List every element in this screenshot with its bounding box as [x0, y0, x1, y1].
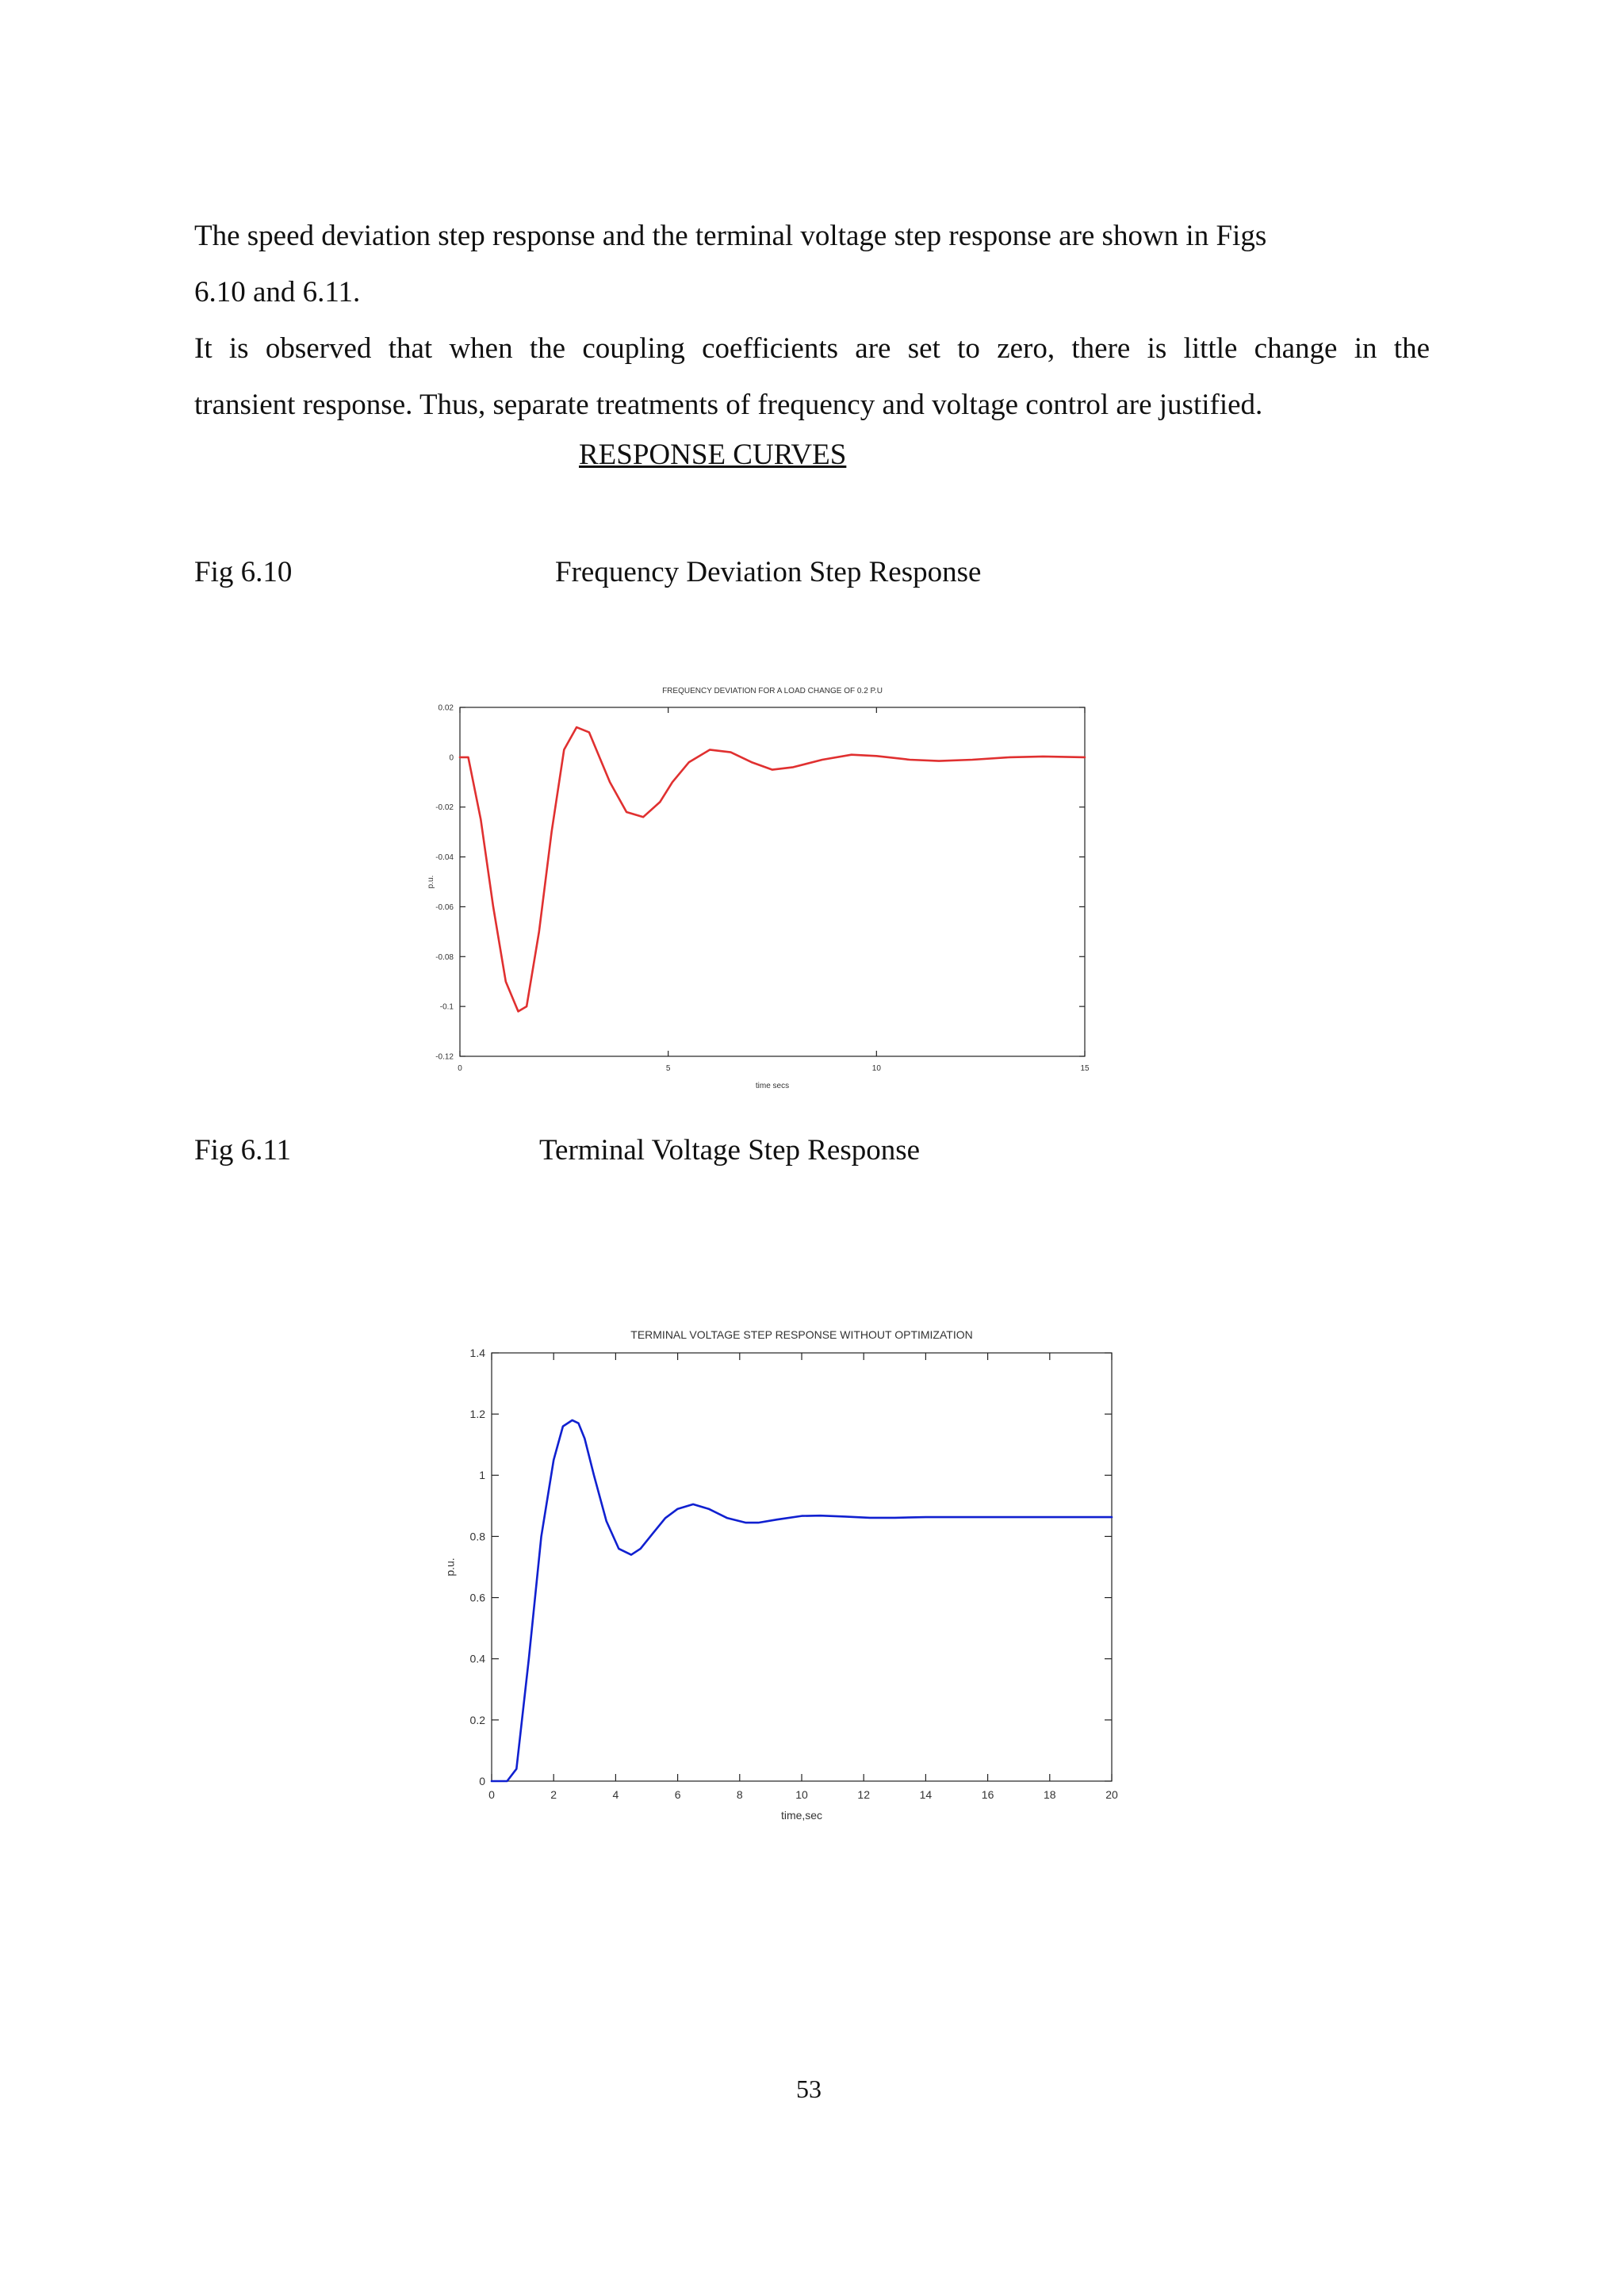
- chart-0-series-line: [460, 727, 1085, 1011]
- figure-label-6-10: Fig 6.10: [194, 556, 293, 588]
- section-heading: RESPONSE CURVES: [579, 439, 847, 471]
- chart-1-x-tick-label: 2: [550, 1788, 557, 1801]
- paragraph-observation-line-2: transient response. Thus, separate treatments of frequency and voltage control are justified.: [194, 389, 1263, 421]
- chart-0-y-tick-label: 0: [449, 753, 454, 763]
- chart-1-x-tick-label: 20: [1105, 1788, 1118, 1801]
- chart-0-x-tick-label: 10: [871, 1064, 881, 1073]
- chart-0-title: FREQUENCY DEVIATION FOR A LOAD CHANGE OF 0.2 P.U: [662, 687, 883, 695]
- chart-1-y-tick-label: 1.2: [469, 1408, 485, 1421]
- chart-1-x-tick-label: 16: [981, 1788, 994, 1801]
- chart-0-y-tick-label: 0.02: [438, 703, 454, 713]
- paragraph-intro-line-1: The speed deviation step response and the terminal voltage step response are shown in Figs: [194, 220, 1267, 252]
- chart-1-y-tick-label: 0.8: [469, 1530, 485, 1543]
- chart-1-y-axis-label: p.u.: [443, 1557, 457, 1577]
- chart-0-x-axis-label: time secs: [755, 1082, 790, 1090]
- frequency-deviation-chart: [428, 682, 1110, 1094]
- figure-label-6-11: Fig 6.11: [194, 1134, 291, 1167]
- terminal-voltage-chart: [444, 1316, 1126, 1840]
- paragraph-observation-line-1: It is observed that when the coupling coefficients are set to zero, there is little change in the: [194, 332, 1430, 365]
- chart-1-y-tick-label: 0.6: [469, 1591, 485, 1604]
- chart-1-y-tick-label: 1.4: [469, 1346, 485, 1359]
- chart-1-x-tick-label: 6: [674, 1788, 681, 1801]
- chart-1-x-tick-label: 14: [919, 1788, 933, 1801]
- chart-1-plot-frame: [492, 1353, 1112, 1781]
- chart-1-y-tick-label: 1: [479, 1469, 485, 1482]
- paragraph-intro: [194, 208, 1430, 320]
- chart-0-y-axis-label: p.u.: [427, 875, 435, 889]
- chart-1-y-tick-label: 0.4: [469, 1652, 485, 1665]
- paragraph-intro-line-2: 6.10 and 6.11.: [194, 276, 361, 308]
- paragraph-observation: [194, 320, 1430, 433]
- chart-1-x-axis-label: time,sec: [780, 1809, 823, 1822]
- chart-1-x-tick-label: 10: [795, 1788, 808, 1801]
- chart-0-y-tick-label: -0.08: [435, 952, 454, 962]
- chart-1-x-tick-label: 18: [1044, 1788, 1056, 1801]
- chart-0-y-tick-label: -0.04: [435, 853, 454, 863]
- chart-1-x-tick-label: 0: [488, 1788, 495, 1801]
- chart-0-y-tick-label: -0.06: [435, 902, 454, 912]
- chart-0-x-tick-label: 15: [1080, 1064, 1090, 1073]
- chart-0-plot-frame: [460, 707, 1085, 1056]
- chart-0-x-tick-label: 0: [458, 1064, 462, 1073]
- chart-1-title: TERMINAL VOLTAGE STEP RESPONSE WITHOUT OPTIMIZATION: [630, 1328, 973, 1341]
- chart-1-y-tick-label: 0: [479, 1774, 485, 1787]
- chart-0-x-tick-label: 5: [665, 1064, 671, 1073]
- page-number: 53: [796, 2075, 822, 2103]
- chart-1-x-tick-label: 8: [736, 1788, 743, 1801]
- chart-1-x-tick-label: 4: [612, 1788, 619, 1801]
- figure-title-6-10: Frequency Deviation Step Response: [555, 556, 982, 588]
- chart-1-y-tick-label: 0.2: [469, 1713, 485, 1726]
- chart-0-y-tick-label: -0.02: [435, 803, 454, 813]
- chart-0-y-tick-label: -0.12: [435, 1052, 454, 1062]
- chart-0-y-tick-label: -0.1: [439, 1002, 454, 1012]
- figure-title-6-11: Terminal Voltage Step Response: [539, 1134, 921, 1167]
- chart-1-series-line: [492, 1420, 1112, 1781]
- chart-1-x-tick-label: 12: [857, 1788, 870, 1801]
